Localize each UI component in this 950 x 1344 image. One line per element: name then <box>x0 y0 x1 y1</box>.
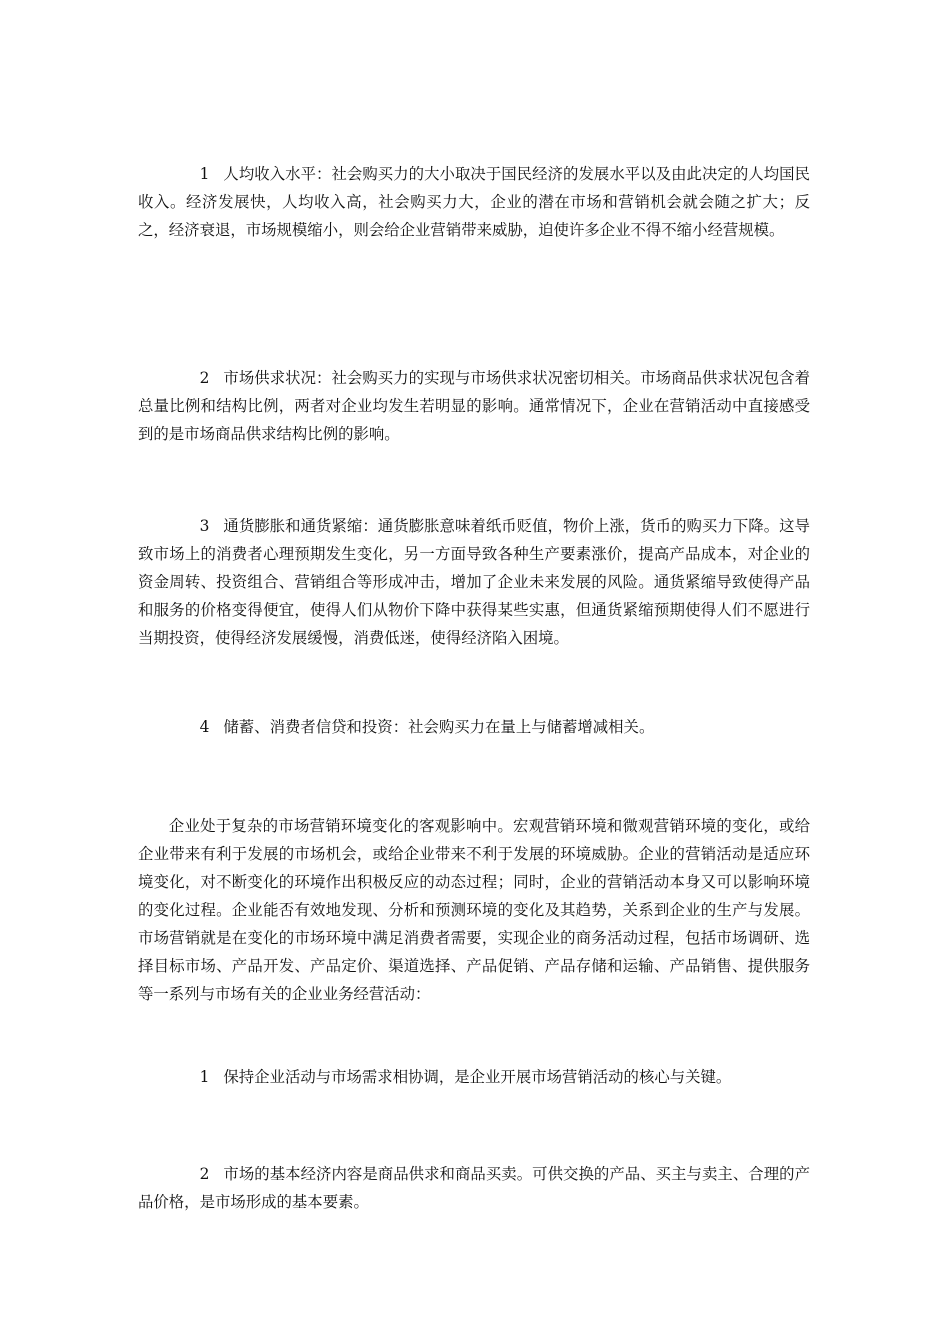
paragraph-savings-credit <box>138 713 810 741</box>
paragraph-market-elements <box>138 1160 810 1216</box>
paragraph-inflation-deflation <box>138 512 810 652</box>
paragraph-number: 1 <box>199 1068 210 1086</box>
paragraph-text: 通货膨胀和通货紧缩：通货膨胀意味着纸币贬值，物价上涨，货币的购买力下降。这导致市场上的消费者心理预期发生变化，另一方面导致各种生产要素涨价，提高产品成本，对企业的资金周转、投资组合、营销组合等形成冲击，增加了企业未来发展的风险。通货紧缩导致使得产品和服务的价格变得便宜，使得人们从物价下降中获得某些实惠，但通货紧缩预期使得人们不愿进行当期投资，使得经济发展缓慢，消费低迷，使得经济陷入困境。 <box>138 517 810 647</box>
paragraph-text: 市场供求状况：社会购买力的实现与市场供求状况密切相关。市场商品供求状况包含着总量比例和结构比例，两者对企业均发生若明显的影响。通常情况下，企业在营销活动中直接感受到的是市场商品供求结构比例的影响。 <box>138 369 810 443</box>
paragraph-text: 市场的基本经济内容是商品供求和商品买卖。可供交换的产品、买主与卖主、合理的产品价格，是市场形成的基本要素。 <box>138 1165 810 1211</box>
paragraph-text: 企业处于复杂的市场营销环境变化的客观影响中。宏观营销环境和微观营销环境的变化，或给企业带来有利于发展的市场机会，或给企业带来不利于发展的环境威胁。企业的营销活动是适应环境变化，对不断变化的环境作出积极反应的动态过程；同时，企业的营销活动本身又可以影响环境的变化过程。企业能否有效地发现、分析和预测环境的变化及其趋势，关系到企业的生产与发展。市场营销就是在变化的市场环境中满足消费者需要，实现企业的商务活动过程，包括市场调研、选择目标市场、产品开发、产品定价、渠道选择、产品促销、产品存储和运输、产品销售、提供服务等一系列与市场有关的企业业务经营活动： <box>138 817 810 1003</box>
paragraph-text: 人均收入水平：社会购买力的大小取决于国民经济的发展水平以及由此决定的人均国民收入。经济发展快，人均收入高，社会购买力大，企业的潜在市场和营销机会就会随之扩大；反之，经济衰退，市场规模缩小，则会给企业营销带来威胁，迫使许多企业不得不缩小经营规模。 <box>138 165 810 239</box>
paragraph-market-supply-demand <box>138 364 810 448</box>
paragraph-number: 1 <box>199 165 210 183</box>
paragraph-marketing-environment <box>138 812 810 1008</box>
paragraph-number: 3 <box>199 517 210 535</box>
paragraph-market-coordination <box>138 1063 810 1091</box>
paragraph-text: 储蓄、消费者信贷和投资：社会购买力在量上与储蓄增减相关。 <box>223 718 655 736</box>
paragraph-number: 2 <box>199 369 210 387</box>
paragraph-number: 4 <box>199 718 210 736</box>
paragraph-text: 保持企业活动与市场需求相协调，是企业开展市场营销活动的核心与关键。 <box>223 1068 732 1086</box>
paragraph-number: 2 <box>199 1165 210 1183</box>
paragraph-income-level <box>138 160 810 244</box>
